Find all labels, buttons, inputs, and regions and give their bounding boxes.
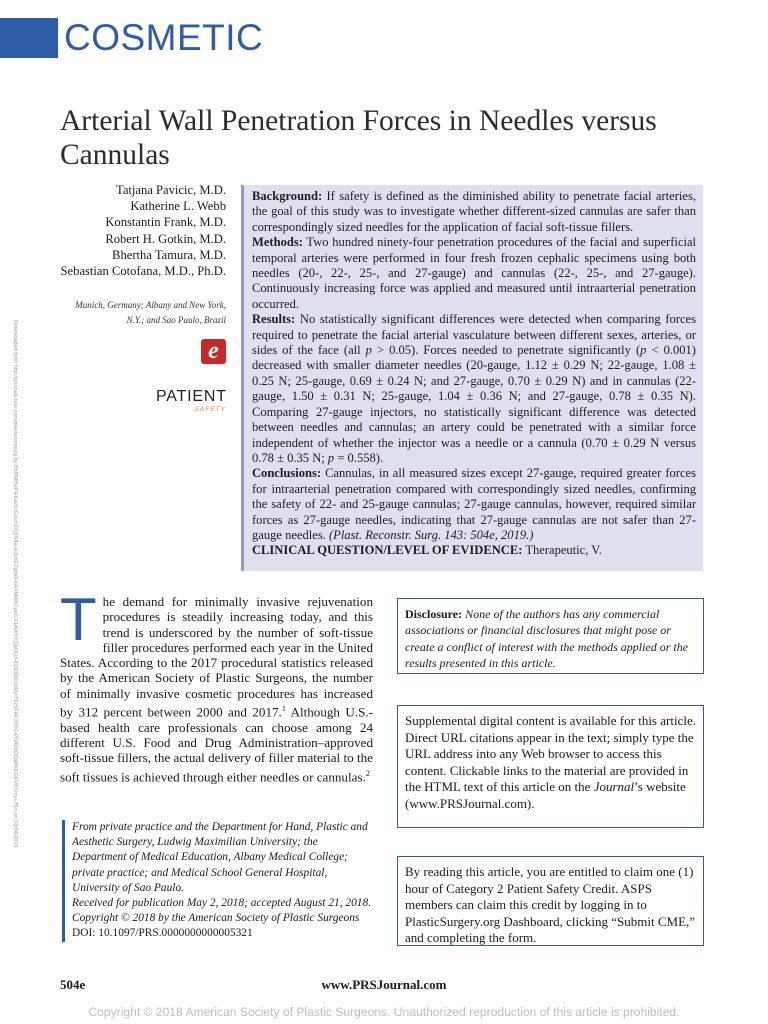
copyright-line: Copyright © 2018 by the American Society of Plastic Surgeons (72, 912, 360, 925)
affiliations-text: From private practice and the Department for Hand, Plastic and Aesthetic Surgery, Ludwig Maximilian University; the Department of Medical Education, Albany Medical College; private practice; and Medical School General Hospital, University of Sao Paulo. (72, 821, 368, 894)
body-paragraph: The demand for minimally invasive rejuvenation procedures is steadily increasing today, and this trend is underscored by the number of soft-tissue filler procedures performed each year in the United States. According to the 2017 procedural statistics released by the American Society of Plastic Surgeons, the number of minimally invasive cosmetic procedures has increased by 312 percent between 2000 and 2017.$^1$ Although U.S.-based health care professionals can choose among 24 different U.S. Food and Drug Administration–approved soft-tissue fillers, the actual delivery of filler material to the soft tissues is achieved through either needles or cannulas.$^2$ (60, 586, 374, 784)
page-number: 504e (60, 977, 86, 992)
electronic-edition-icon: e (201, 339, 226, 364)
reference-link[interactable]: 2 (365, 768, 370, 778)
doi[interactable]: DOI: 10.1097/PRS.0000000000005321 (72, 927, 253, 940)
abstract-evidence-level: CLINICAL QUESTION/LEVEL OF EVIDENCE: Therapeutic, V. (252, 543, 602, 558)
patient-safety-sublabel: SAFETY (194, 406, 226, 413)
author-locations: Munich, Germany; Albany and New York, N.Y.; and Sao Paulo, Brazil (75, 300, 226, 325)
author-name: Konstantin Frank, M.D. (105, 215, 226, 230)
disclosure-box (397, 598, 704, 674)
affiliation-footnote (62, 820, 373, 942)
author-name: Sebastian Cotofana, M.D., Ph.D. (60, 264, 226, 279)
copyright-notice: Copyright © 2018 American Society of Plastic Surgeons. Unauthorized reproduction of this article is prohibited. (88, 1005, 680, 1019)
citation: (Plast. Reconstr. Surg. 143: 504e, 2019.) (329, 527, 534, 542)
abstract-results: Results: No statistically significant differences were detected when comparing forces required to penetrate the facial arterial vasculature between different sexes, arteries, or sides of the face (all p > 0.05). Forces needed to penetrate significantly (p < 0.001) decreased with smaller diameter needles (20-gauge, 1.12 ± 0.29 N; 22-gauge, 1.08 ± 0.25 N; 25-gauge, 0.69 ± 0.24 N; and 27-gauge, 0.70 ± 0.29 N) and in cannulas (22-gauge, 1.50 ± 0.31 N; 25-gauge, 1.04 ± 0.36 N; and 27-gauge, 0.78 ± 0.35 N). Comparing 27-gauge injectors, no statistically significant difference was detected between needles and cannulas; an artery could be penetrated with a similar force independent of whether the injector was a needle or a cannula (0.70 ± 0.29 N versus 0.78 ± 0.35 N; p = 0.558). (252, 312, 696, 465)
abstract-methods: Methods: Two hundred ninety-four penetration procedures of the facial and superficial temporal arteries were performed in four fresh frozen cephalic specimens using both needles (20-, 22-, 25-, and 27-gauge) and cannulas (22-, 25-, and 27-gauge). Continuously increasing force was applied and measured until intraarterial penetration occurred. (252, 235, 696, 311)
received-date: Received for publication May 2, 2018; accepted August 21, 2018. (72, 897, 372, 910)
section-color-bar (0, 18, 58, 58)
abstract-conclusions: Conclusions: Cannulas, in all measured sizes except 27-gauge, required greater forces for intraarterial penetration compared with correspondingly sized needles, confirming the safety of 22- and 25-gauge cannulas; 27-gauge cannulas, however, required similar forces as 27-gauge needles, indicating that 27-gauge cannulas are not safer than 27-gauge needles. (Plast. Reconstr. Surg. 143: 504e, 2019.) (252, 466, 696, 542)
author-name: Katherine L. Webb (130, 199, 226, 214)
article-title: Arterial Wall Penetration Forces in Needles versus Cannulas (60, 105, 657, 171)
abstract-box (241, 185, 703, 571)
disclosure-text: None of the authors has any commercial associations or financial disclosures that might pose or create a conflict of interest with the methods applied or the results presented in this article. (405, 607, 689, 670)
author-name: Robert H. Gotkin, M.D. (105, 231, 226, 246)
patient-safety-logo: PATIENT (156, 388, 227, 405)
supplemental-content-box: Supplemental digital content is available for this article. Direct URL citations appear in the text; simply type the URL address into any Web browser to access this content. Clickable links to the material are provided in the HTML text of this article on the Journal’s website (www.PRSJournal.com). (397, 705, 704, 828)
abstract-background: Background: If safety is defined as the diminished ability to penetrate facial arteries, the goal of this study was to investigate whether different-sized cannulas are safer than correspondingly sized needles for the application of facial soft-tissue fillers. (252, 189, 696, 234)
reference-link[interactable]: 1 (281, 704, 286, 714)
journal-url[interactable]: www.PRSJournal.com (321, 977, 447, 992)
download-watermark: Downloaded from http://journals.lww.com/plasreconsurg by BhDMf5ePHKav1zEoum1tQfN4a+kJLhEZgbsIHo4XMi0hCywCX1AWnYQp/IlQrHD3i3D0OdRyi7TvSFl4Cf3VC4/OAVpDDa8KKGKV0Ymy+78= on 03/04/2019 (12, 320, 18, 848)
author-name: Bhertha Tamura, M.D. (112, 247, 226, 262)
disclosure-label: Disclosure: (405, 607, 463, 621)
cme-credit-box: By reading this article, you are entitled to claim one (1) hour of Category 2 Patient Safety Credit. ASPS members can claim this credit by logging in to PlasticSurgery.org Dashboard, clicking “Submit CME,” and completing the form. (397, 856, 704, 946)
section-heading: COSMETIC (64, 17, 264, 58)
drop-cap: T (60, 586, 97, 653)
author-name: Tatjana Pavicic, M.D. (116, 183, 226, 197)
author-list (60, 182, 226, 279)
